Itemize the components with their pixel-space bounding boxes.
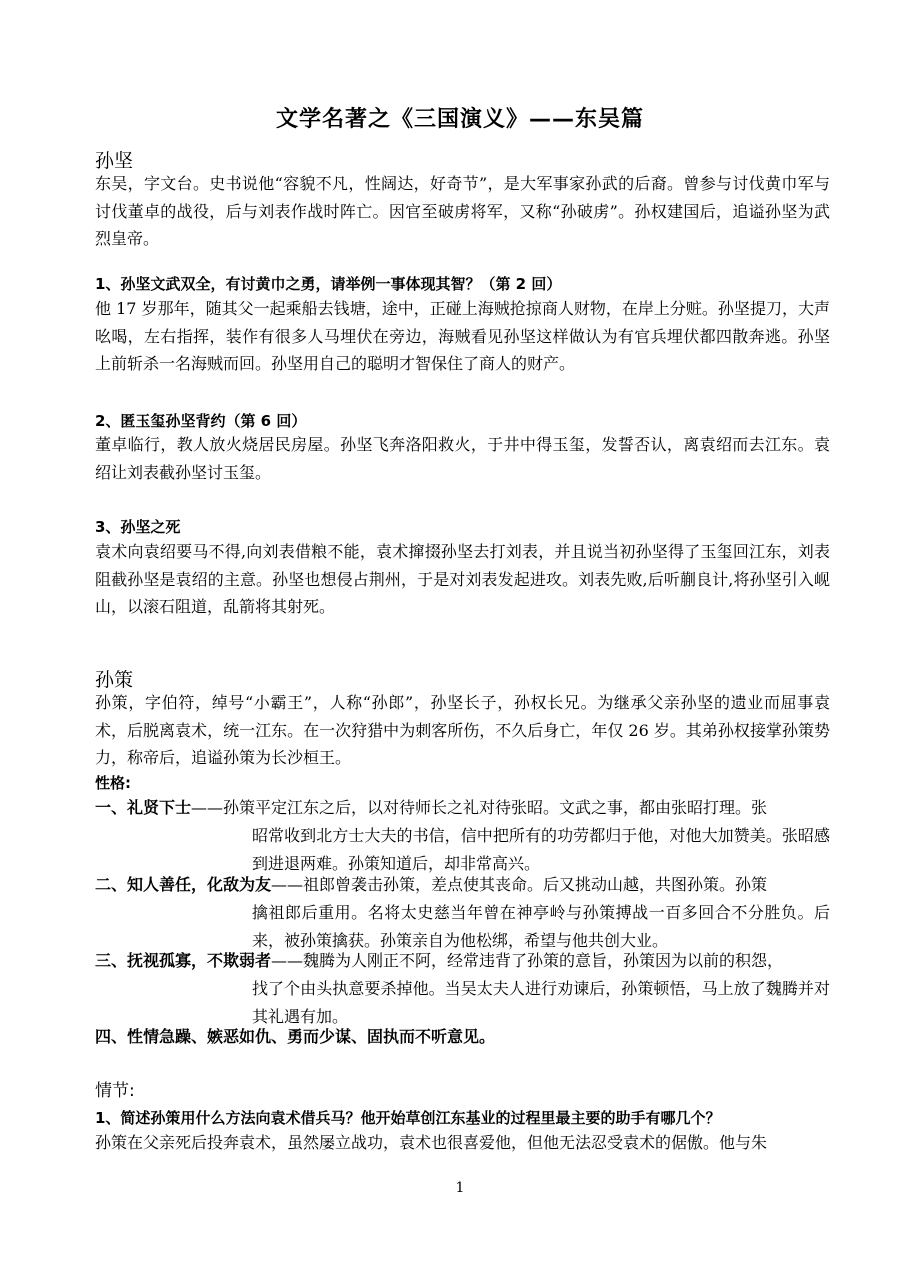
page-title: 文学名著之《三国演义》——东吴篇 (275, 107, 644, 132)
trait-item (95, 1023, 830, 1051)
sunjian-question-2: 2、匿玉玺孙坚背约（第 6 回） (95, 412, 307, 430)
trait-text-first: ——祖郎曾袭击孙策，差点使其丧命。后又挑动山越，共图孙策。孙策 (271, 875, 768, 894)
trait-item (95, 794, 830, 822)
trait-text-continued: 找了个由头执意要杀掉他。当吴太夫人进行劝谏后，孙策顿悟，马上放了魏腾并对其礼遇有加。 (252, 979, 830, 1026)
sunjian-answer-3: 袁术向袁绍要马不得,向刘表借粮不能，袁术撺掇孙坚去打刘表，并且说当初孙坚得了玉玺回江东，刘表阻截孙坚是袁绍的主意。孙坚也想侵占荆州，于是对刘表发起进攻。刘表先败,后听蒯良计,将孙坚引入岘山，以滚石阻道，乱箭将其射死。 (95, 542, 830, 616)
trait-title: 二、知人善任，化敌为友 (95, 875, 272, 894)
section-heading-sunce: 孙策 (95, 669, 134, 691)
trait-title: 四、性情急躁、嫉恶如仇、勇而少谋、固执而不听意见。 (95, 1027, 496, 1046)
sunjian-question-3: 3、孙坚之死 (95, 518, 181, 536)
sunce-question-1: 1、简述孙策用什么方法向袁术借兵马？他开始草创江东基业的过程里最主要的助手有哪几个？ (95, 1109, 721, 1127)
sunce-intro: 孙策，字伯符，绰号“小霸王”，人称“孙郎”，孙坚长子，孙权长兄。为继承父亲孙坚的遗业而屈事袁术，后脱离袁术，统一江东。在一次狩猎中为刺客所伤，不久后身亡，年仅 26 岁。其弟孙权接掌孙策势力，称帝后，追谥孙策为长沙桓王。 (95, 693, 830, 767)
sunjian-answer-2: 董卓临行，教人放火烧居民房屋。孙坚飞奔洛阳救火，于井中得玉玺，发誓否认，离袁绍而去江东。袁绍让刘表截孙坚讨玉玺。 (95, 435, 830, 482)
sunjian-intro: 东吴，字文台。史书说他“容貌不凡，性阔达，好奇节”，是大军事家孙武的后裔。曾参与讨伐黄巾军与讨伐董卓的战役，后与刘表作战时阵亡。因官至破虏将军，又称“孙破虏”。孙权建国后，追谥孙坚为武烈皇帝。 (95, 174, 830, 248)
plot-label: 情节: (95, 1081, 135, 1101)
trait-text-continued: 昭常收到北方士大夫的书信，信中把所有的功劳都归于他，对他大加赞美。张昭感到进退两难。孙策知道后，却非常高兴。 (252, 826, 830, 873)
trait-item (95, 871, 830, 899)
trait-text-first: ——魏腾为人刚正不阿，经常违背了孙策的意旨，孙策因为以前的积怨， (271, 951, 784, 970)
section-heading-sunjian: 孙坚 (95, 150, 134, 172)
trait-item (95, 947, 830, 975)
sunce-answer-1: 孙策在父亲死后投奔袁术，虽然屡立战功，袁术也很喜爱他，但他无法忍受袁术的倨傲。他与朱 (95, 1133, 768, 1152)
sunjian-answer-1: 他 17 岁那年，随其父一起乘船去钱塘，途中，正碰上海贼抢掠商人财物，在岸上分赃。孙坚提刀，大声吆喝，左右指挥，装作有很多人马埋伏在旁边，海贼看见孙坚这样做认为有官兵埋伏都四散奔逃。孙坚上前斩杀一名海贼而回。孙坚用自己的聪明才智保住了商人的财产。 (95, 299, 830, 373)
trait-title: 一、礼贤下士 (95, 798, 192, 817)
trait-title: 三、抚视孤寡，不欺弱者 (95, 951, 272, 970)
traits-label: 性格: (95, 774, 131, 792)
trait-text-first: ——孙策平定江东之后，以对待师长之礼对待张昭。文武之事，都由张昭打理。张 (191, 798, 768, 817)
trait-text-continued: 擒祖郎后重用。名将太史慈当年曾在神亭岭与孙策搏战一百多回合不分胜负。后来，被孙策擒获。孙策亲自为他松绑，希望与他共创大业。 (252, 903, 830, 950)
page-number: 1 (455, 1180, 465, 1196)
sunjian-question-1: 1、孙坚文武双全，有讨黄巾之勇，请举例一事体现其智？（第 2 回） (95, 275, 562, 293)
